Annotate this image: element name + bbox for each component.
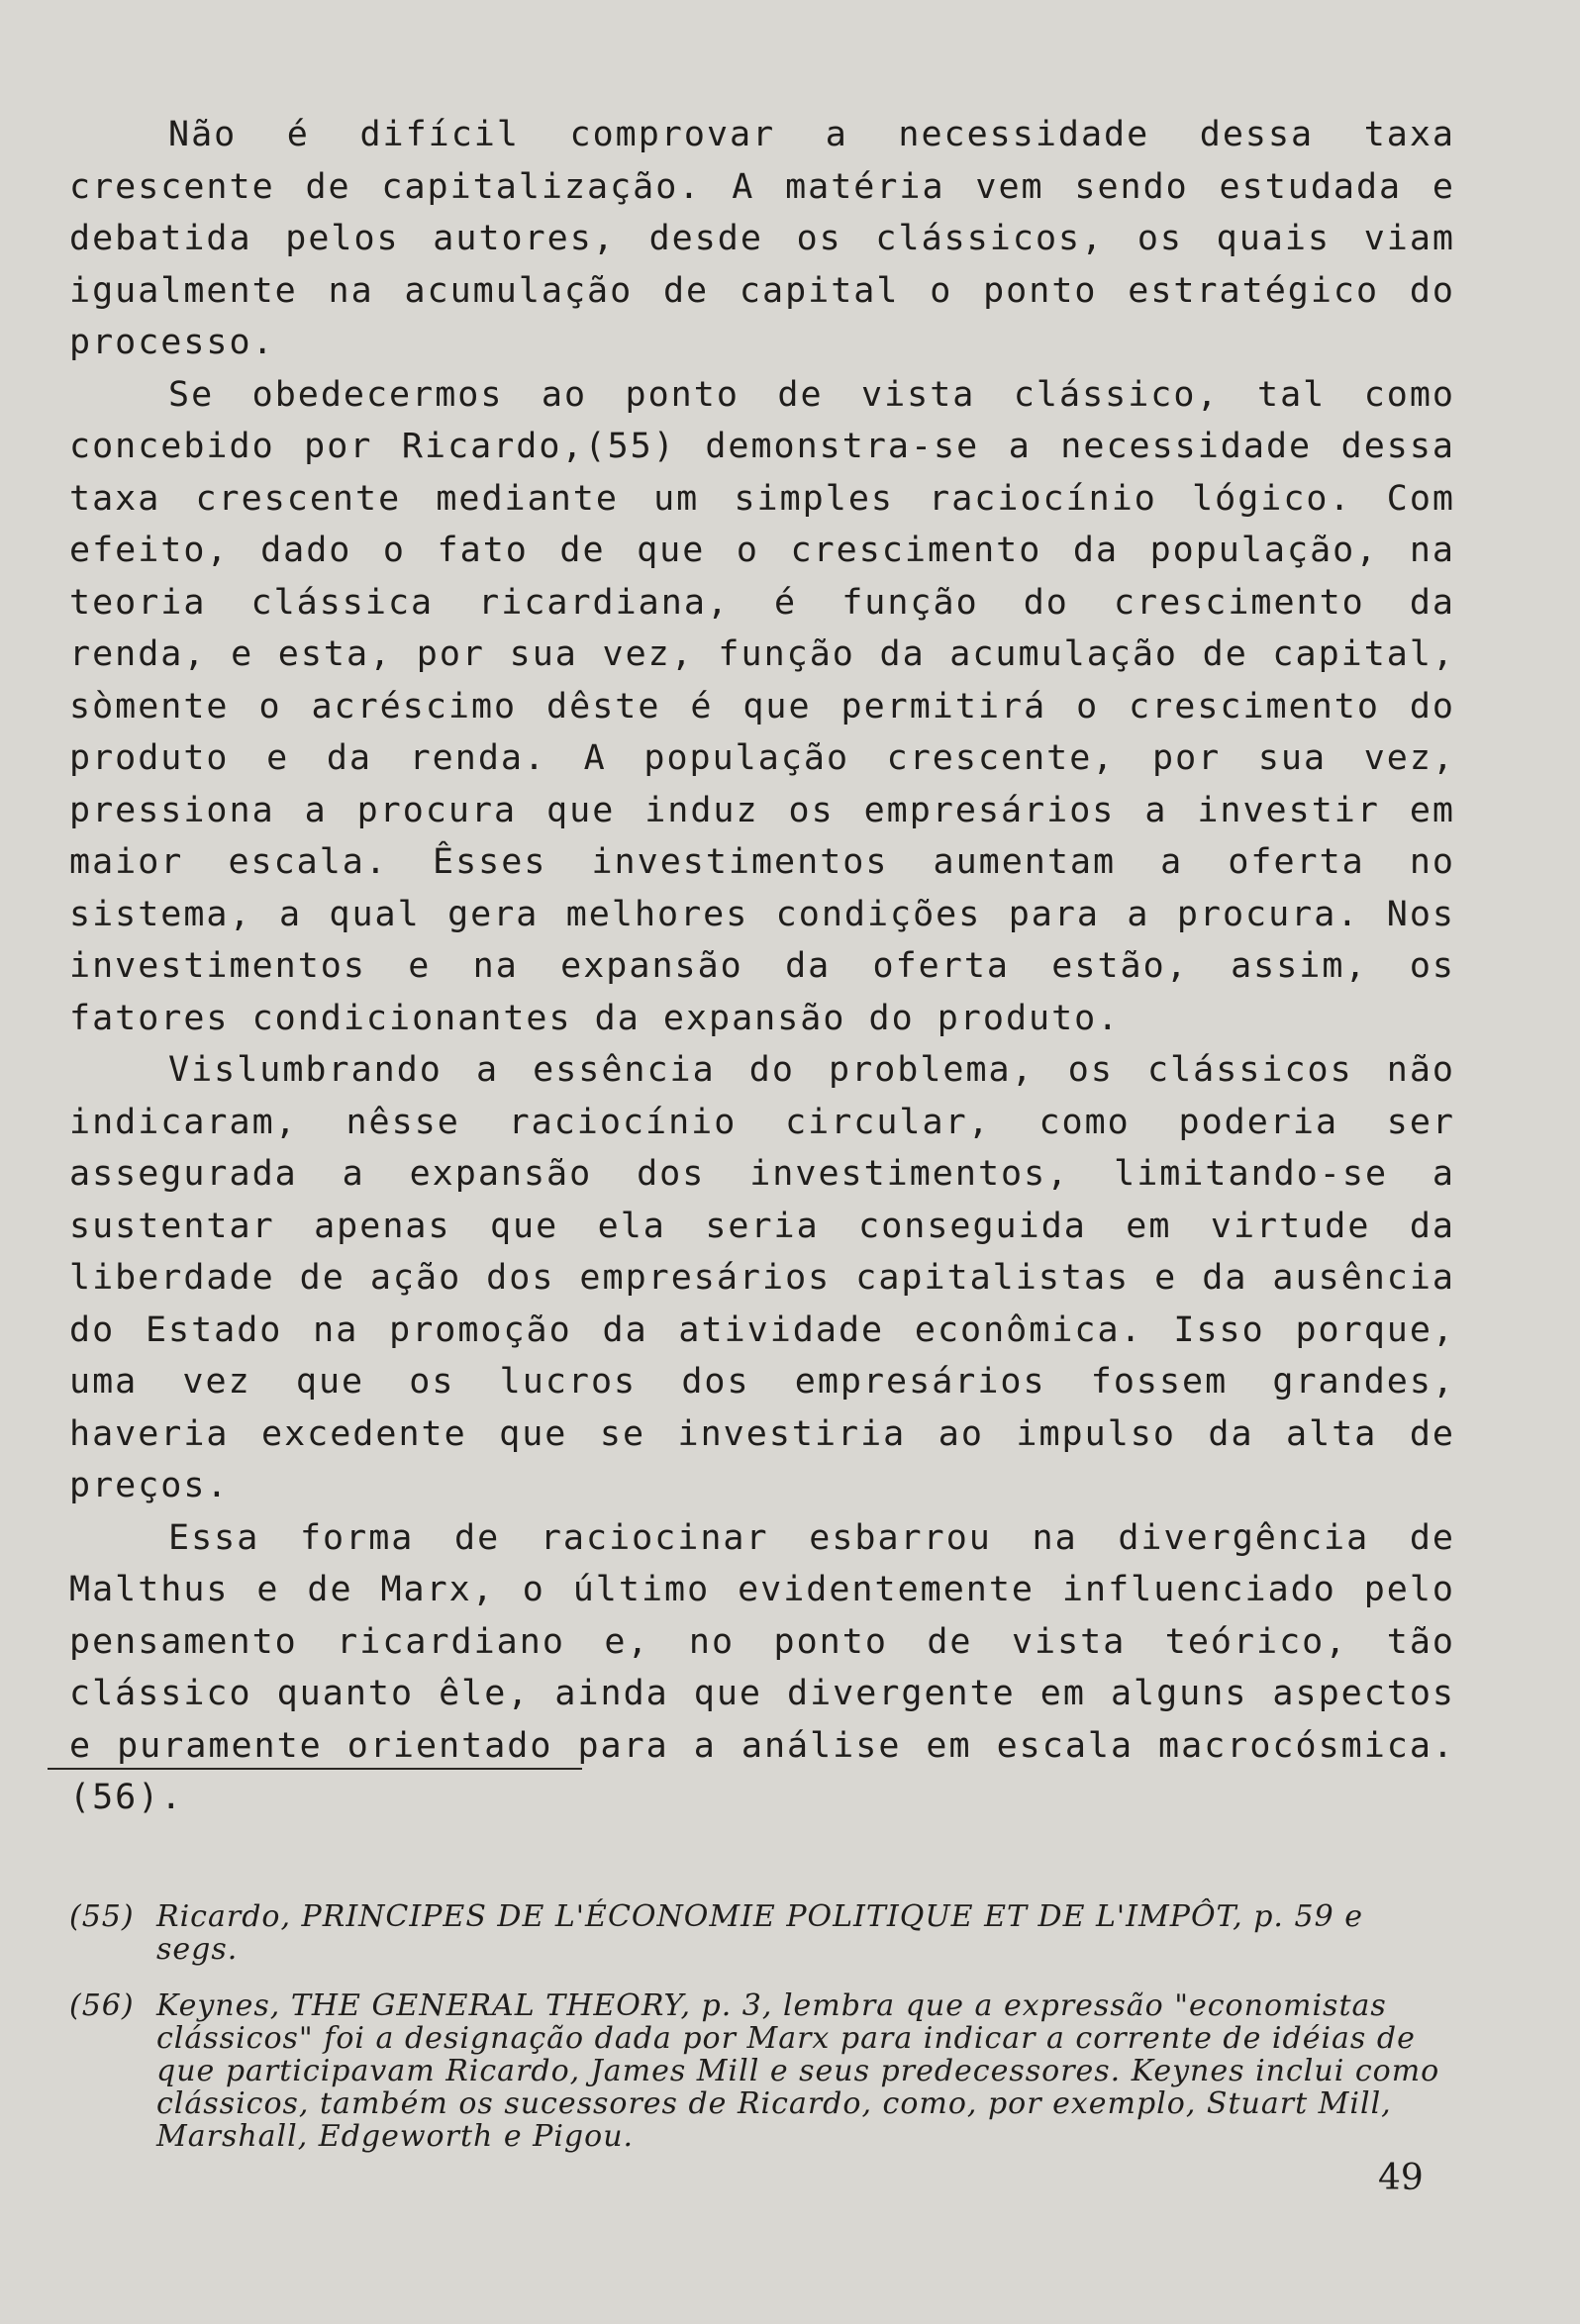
- page-number: 49: [1378, 2158, 1424, 2198]
- footnote: [69, 1989, 1445, 2153]
- paragraph: Essa forma de raciocinar esbarrou na divergência de Malthus e de Marx, o último evidentemente influenciado pelo pensamento ricardiano e, no ponto de vista teórico, tão clássico quanto êle, ainda que divergente em alguns aspectos e puramente orientado para a análise em escala macrocósmica. (56).: [69, 1517, 1455, 1817]
- footnote-text: Ricardo, PRINCIPES DE L'ÉCONOMIE POLITIQUE ET DE L'IMPÔT, p. 59 e segs.: [156, 1899, 1363, 1967]
- main-text: [69, 109, 1455, 1824]
- footnote-number: (56): [69, 1988, 135, 2023]
- paragraph: Se obedecermos ao ponto de vista clássico, tal como concebido por Ricardo,(55) demonstra-se a necessidade dessa taxa crescente mediante um simples raciocínio lógico. Com efeito, dado o fato de que o crescimento da população, na teoria clássica ricardiana, é função do crescimento da renda, e esta, por sua vez, função da acumulação de capital, sòmente o acréscimo dêste é que permitirá o crescimento do produto e da renda. A população crescente, por sua vez, pressiona a procura que induz os empresários a investir em maior escala. Êsses investimentos aumentam a oferta no sistema, a qual gera melhores condições para a procura. Nos investimentos e na expansão da oferta estão, assim, os fatores condicionantes da expansão do produto.: [69, 374, 1455, 1038]
- paragraph: Não é difícil comprovar a necessidade dessa taxa crescente de capitalização. A matéria vem sendo estudada e debatida pelos autores, desde os clássicos, os quais viam igualmente na acumulação de capital o ponto estratégico do processo.: [69, 115, 1455, 362]
- book-page: [69, 109, 1455, 1824]
- footnote-text: Keynes, THE GENERAL THEORY, p. 3, lembra que a expressão "economistas clássicos" foi a designação dada por Marx para indicar a corrente de idéias de que participavam Ricardo, James Mill e seus predecessores. Keynes inclui como clássicos, também os sucessores de Ricardo, como, por exemplo, Stuart Mill, Marshall, Edgeworth e Pigou.: [156, 1988, 1440, 2154]
- footnote-separator: [48, 1768, 582, 1770]
- footnote-number: (55): [69, 1899, 135, 1934]
- paragraph: Vislumbrando a essência do problema, os clássicos não indicaram, nêsse raciocínio circular, como poderia ser assegurada a expansão dos investimentos, limitando-se a sustentar apenas que ela seria conseguida em virtude da liberdade de ação dos empresários capitalistas e da ausência do Estado na promoção da atividade econômica. Isso porque, uma vez que os lucros dos empresários fossem grandes, haveria excedente que se investiria ao impulso da alta de preços.: [69, 1050, 1455, 1505]
- footnote: [69, 1900, 1445, 1966]
- footnotes: [69, 1900, 1445, 2177]
